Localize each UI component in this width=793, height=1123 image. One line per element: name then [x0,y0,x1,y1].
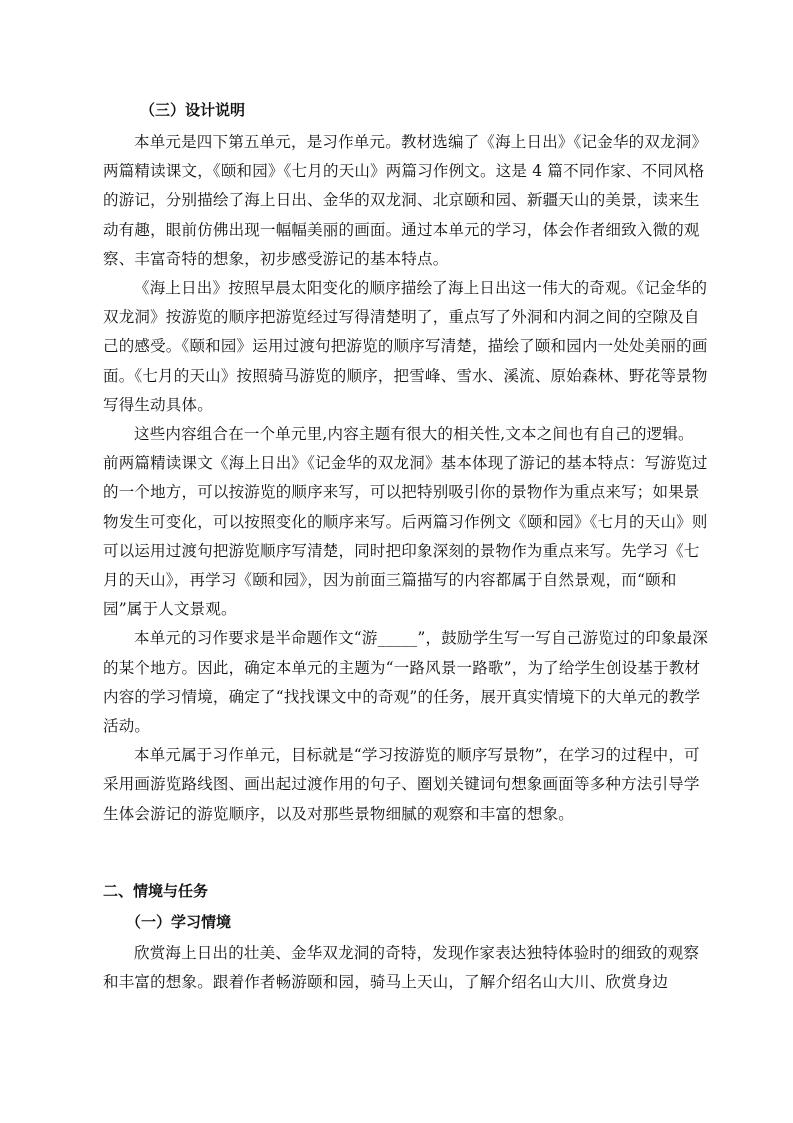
paragraph-text-analysis: 《海上日出》按照早晨太阳变化的顺序描绘了海上日出这一伟大的奇观。《记金华的双龙洞》按游览的顺序把游览经过写得清楚明了，重点写了外洞和内洞之间的空隙及自己的感受。《颐和园》运用过渡句把游览的顺序写清楚，描绘了颐和园内一处处美丽的画面。《七月的天山》按照骑马游览的顺序，把雪峰、雪水、溪流、原始森林、野花等景物写得生动具体。 [103,279,708,414]
paragraph-unit-goal: 本单元属于习作单元，目标就是“学习按游览的顺序写景物”，在学习的过程中，可采用画游览路线图、画出起过渡作用的句子、圈划关键词句想象画面等多种方法引导学生体会游记的游览顺序，以及对那些景物细腻的观察和丰富的想象。 [103,746,700,823]
situation-heading: （一）学习情境 [126,913,232,931]
paragraph-unit-logic: 这些内容组合在一个单元里,内容主题有很大的相关性,文本之间也有自己的逻辑。前两篇精读课文《海上日出》《记金华的双龙洞》基本体现了游记的基本特点：写游览过的一个地方，可以按游览的顺序来写，可以把特别吸引你的景物作为重点来写；如果景物发生可变化，可以按照变化的顺序来写。后两篇习作例文《颐和园》《七月的天山》则可以运用过渡句把游览顺序写清楚，同时把印象深刻的景物作为重点来写。先学习《七月的天山》，再学习《颐和园》，因为前面三篇描写的内容都属于自然景观，而“颐和园”属于人文景观。 [103,425,708,619]
paragraph-unit-intro: 本单元是四下第五单元，是习作单元。教材选编了《海上日出》《记金华的双龙洞》两篇精读课文，《颐和园》《七月的天山》两篇习作例文。这是 4 篇不同作家、不同风格的游记，分别描绘了海上日出、金华的双龙洞、北京颐和园、新疆天山的美景，读来生动有趣，眼前仿佛出现一幅幅美丽的画面。通过本单元的学习，体会作者细致入微的观察、丰富奇特的想象，初步感受游记的基本特点。 [103,133,708,268]
paragraph-learning-situation: 欣赏海上日出的壮美、金华双龙洞的奇特，发现作家表达独特体验时的细致的观察和丰富的想象。跟着作者畅游颐和园，骑马上天山，了解介绍名山大川、欣赏身边 [103,944,700,992]
body-text-top [103,128,709,829]
body-text-bottom [103,939,709,997]
paragraph-writing-requirement: 本单元的习作要求是半命题作文“游_____”，鼓励学生写一写自己游览过的印象最深的某个地方。因此，确定本单元的主题为“一路风景一路歌”，为了给学生创设基于教材内容的学习情境，确定了“找找课文中的奇观”的任务，展开真实情境下的大单元的教学活动。 [103,629,709,736]
section-two-heading: 二、情境与任务 [103,882,209,900]
design-heading: （三）设计说明 [140,101,246,119]
